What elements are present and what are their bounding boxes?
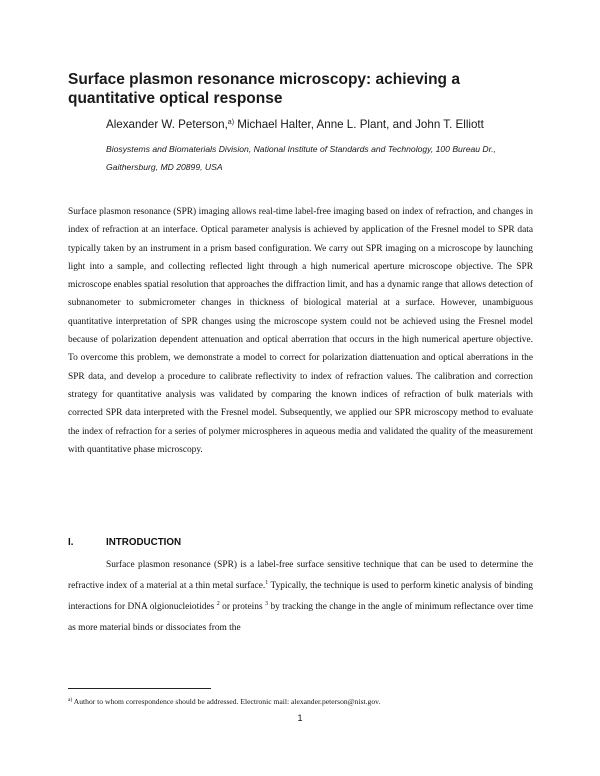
section-title: INTRODUCTION [106,537,182,548]
footnote-mark: a) [68,697,73,703]
page-number: 1 [297,713,303,723]
intro-text-3: or proteins [219,602,266,612]
intro-text-1: Surface plasmon resonance (SPR) is a label-free surface sensitive technique that can be used to determine the refractive index of a material at a thin metal surface. [68,560,533,591]
intro-text-4: by tracking the change in the angle of minimum reflectance over time as more material binds or dissociates from the [68,602,534,633]
correspondence-mark: a) [227,119,235,126]
intro-paragraph [68,555,533,639]
section-number: I. [68,537,74,548]
affiliation: Biosystems and Biomaterials Division, National Institute of Standards and Technology, 100 Bureau Dr., Gaithersburg, MD 20899, USA [106,144,496,172]
intro-text-2: Typically, the technique is used to perform kinetic analysis of binding interactions for DNA olgionucleiotides [68,581,533,612]
abstract: Surface plasmon resonance (SPR) imaging allows real-time label-free imaging based on index of refraction, and changes in index of refraction at an interface. Optical parameter analysis is achieved by application of the Fresnel model to SPR data typically taken by an instrument in a prism based configuration. We carry out SPR imaging on a microscope by launching light into a sample, and collecting reflected light through a high numerical aperture microscope objective. The SPR microscope enables spatial resolution that approaches the diffraction limit, and has a dynamic range that allows detection of subnanometer to submicrometer changes in thickness of biological material at a surface. However, unambiguous quantitative interpretation of SPR changes using the microscope system could not be achieved using the Fresnel model because of polarization dependent attenuation and optical aberration that occurs in the high numerical aperture objective. To overcome this problem, we demonstrate a model to correct for polarization diattenuation and optical aberrations in the SPR data, and develop a procedure to calibrate reflectivity to index of refraction values. The calibration and correction strategy for quantitative analysis was validated by comparing the known indices of refraction of bulk materials with corrected SPR data interpreted with the Fresnel model. Subsequently, we applied our SPR microscopy method to evaluate the index of refraction for a series of polymer microspheres in aqueous media and validated the quality of the measurement with quantitative phase microscopy. [68,207,533,455]
footnote-text: Author to whom correspondence should be addressed. Electronic mail: alexander.peterson@nist.gov. [72,697,381,706]
ref-2: 2 [216,601,220,607]
author-list [106,116,546,132]
paper-title: Surface plasmon resonance microscopy: achieving a quantitative optical response [68,71,460,107]
footnote-divider [68,688,211,689]
footnote [68,695,538,707]
ref-3: 3 [265,601,269,607]
ref-1: 1 [265,580,269,586]
other-authors: Michael Halter, Anne L. Plant, and John T. Elliott [234,118,484,131]
first-author: Alexander W. Peterson, [106,118,228,131]
